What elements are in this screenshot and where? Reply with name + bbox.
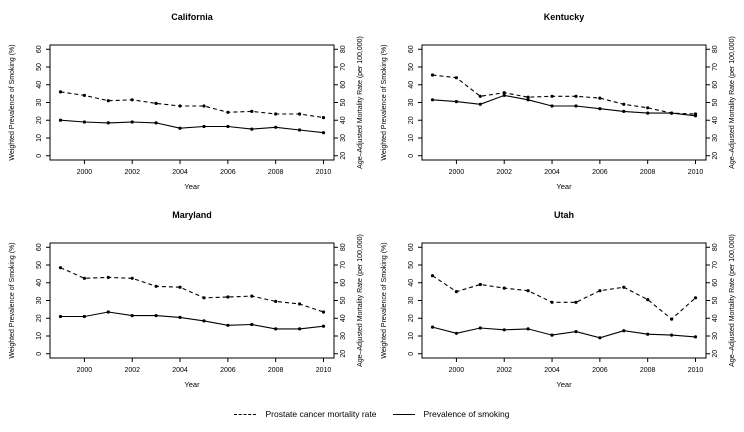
y-tick-label-left: 60: [36, 243, 43, 252]
mortality-line-point: [479, 95, 482, 98]
mortality-line-point: [322, 310, 325, 313]
y-tick-label-left: 10: [36, 332, 43, 340]
smoking-line-point: [298, 128, 301, 131]
y-tick-label-left: 20: [408, 116, 415, 125]
line-chart-utah: [372, 198, 744, 396]
mortality-line-point: [455, 290, 458, 293]
y-tick-label-left: 10: [36, 134, 43, 142]
y-tick-label-right: 50: [340, 296, 347, 305]
y-tick-label-left: 50: [36, 261, 43, 269]
y-tick-label-left: 30: [408, 296, 415, 305]
y-tick-label-right: 50: [712, 296, 719, 305]
panel-maryland: [0, 198, 372, 396]
smoking-line-point: [527, 98, 530, 101]
dashed-line-sample: [234, 414, 256, 415]
mortality-line-point: [202, 104, 205, 107]
y-tick-label-right: 30: [340, 134, 347, 142]
mortality-line-point: [274, 112, 277, 115]
y-axis-label-left: Weighted Prevalence of Smoking (%): [381, 44, 388, 161]
x-tick-label: 2000: [448, 367, 465, 374]
mortality-line: [433, 75, 696, 114]
y-tick-label-left: 0: [36, 351, 43, 356]
mortality-line-point: [83, 277, 86, 280]
y-tick-label-right: 70: [340, 261, 347, 269]
y-tick-label-left: 20: [36, 116, 43, 125]
x-tick-label: 2004: [172, 367, 188, 374]
mortality-line-point: [598, 97, 601, 100]
y-tick-label-right: 40: [340, 116, 347, 125]
y-axis-label-right: Age–Adjusted Mortality Rate (per 100,000): [357, 36, 364, 169]
smoking-line-point: [527, 327, 530, 330]
y-tick-label-left: 30: [36, 98, 43, 107]
mortality-line-point: [646, 106, 649, 109]
smoking-line-point: [250, 128, 253, 131]
panel-california: [0, 0, 372, 198]
mortality-line-point: [622, 286, 625, 289]
smoking-line-point: [503, 94, 506, 97]
y-axis-label-left: Weighted Prevalence of Smoking (%): [381, 242, 388, 359]
smoking-line-point: [622, 110, 625, 113]
mortality-line-point: [322, 116, 325, 119]
line-chart-kentucky: [372, 0, 744, 198]
y-tick-label-left: 20: [408, 314, 415, 323]
x-tick-label: 2000: [76, 169, 93, 176]
smoking-line-point: [479, 326, 482, 329]
x-tick-label: 2004: [544, 169, 560, 176]
panel-title: California: [171, 12, 213, 22]
y-tick-label-left: 40: [408, 278, 415, 287]
plot-box: [422, 243, 706, 358]
smoking-line-point: [455, 332, 458, 335]
y-tick-label-right: 70: [712, 63, 719, 71]
y-tick-label-right: 50: [712, 98, 719, 107]
y-tick-label-right: 40: [712, 314, 719, 323]
panel-utah: [372, 198, 744, 396]
y-tick-label-left: 50: [408, 63, 415, 71]
y-tick-label-right: 60: [712, 278, 719, 287]
legend-label-smoking: Prevalence of smoking: [423, 409, 510, 419]
x-tick-label: 2006: [592, 169, 608, 176]
panel-title: Utah: [554, 210, 574, 220]
y-axis-label-right: Age–Adjusted Mortality Rate (per 100,000): [729, 234, 736, 367]
y-tick-label-right: 30: [340, 332, 347, 340]
smoking-line-point: [694, 114, 697, 117]
mortality-line: [433, 276, 696, 319]
y-tick-label-left: 30: [36, 296, 43, 305]
mortality-line-point: [202, 296, 205, 299]
mortality-line-point: [527, 289, 530, 292]
panel-kentucky: [372, 0, 744, 198]
y-tick-label-left: 0: [408, 153, 415, 158]
mortality-line-point: [455, 76, 458, 79]
smoking-line-point: [131, 314, 134, 317]
smoking-line-point: [598, 107, 601, 110]
y-tick-label-right: 20: [340, 349, 347, 358]
y-tick-label-right: 40: [340, 314, 347, 323]
mortality-line-point: [670, 318, 673, 321]
mortality-line: [61, 268, 324, 312]
mortality-line-point: [622, 103, 625, 106]
smoking-line-point: [646, 112, 649, 115]
x-tick-label: 2004: [544, 367, 560, 374]
x-tick-label: 2008: [639, 169, 656, 176]
smoking-line-point: [431, 326, 434, 329]
mortality-line-point: [59, 90, 62, 93]
smoking-line-point: [107, 310, 110, 313]
y-tick-label-right: 80: [340, 45, 347, 54]
mortality-line-point: [155, 102, 158, 105]
smoking-line-point: [83, 120, 86, 123]
x-tick-label: 2006: [220, 169, 236, 176]
smoking-line-point: [83, 315, 86, 318]
smoking-line-point: [431, 98, 434, 101]
y-tick-label-right: 70: [712, 261, 719, 269]
x-tick-label: 2000: [76, 367, 93, 374]
smoking-line-point: [694, 335, 697, 338]
x-axis-label: Year: [184, 380, 200, 389]
legend-label-mortality: Prostate cancer mortality rate: [265, 409, 377, 419]
smoking-line-point: [670, 112, 673, 115]
panel-title: Kentucky: [543, 12, 585, 22]
y-tick-label-left: 50: [36, 63, 43, 71]
smoking-line: [433, 327, 696, 338]
line-chart-california: [0, 0, 372, 198]
y-tick-label-left: 0: [36, 153, 43, 158]
smoking-line-point: [274, 327, 277, 330]
y-axis-label-right: Age–Adjusted Mortality Rate (per 100,000): [729, 36, 736, 169]
smoking-line-point: [178, 127, 181, 130]
mortality-line-point: [431, 73, 434, 76]
line-chart-maryland: [0, 198, 372, 396]
mortality-line-point: [226, 111, 229, 114]
y-tick-label-left: 10: [408, 134, 415, 142]
plot-box: [50, 243, 334, 358]
x-tick-label: 2010: [315, 169, 332, 176]
y-tick-label-right: 20: [712, 349, 719, 358]
smoking-line-point: [646, 333, 649, 336]
smoking-line-point: [131, 120, 134, 123]
smoking-line-point: [202, 319, 205, 322]
y-tick-label-right: 60: [340, 80, 347, 89]
mortality-line-point: [503, 287, 506, 290]
smoking-line-point: [226, 324, 229, 327]
smoking-line-point: [59, 315, 62, 318]
y-tick-label-right: 50: [340, 98, 347, 107]
y-tick-label-left: 20: [36, 314, 43, 323]
mortality-line-point: [574, 301, 577, 304]
smoking-line-point: [622, 329, 625, 332]
mortality-line-point: [598, 289, 601, 292]
y-tick-label-left: 60: [36, 45, 43, 54]
mortality-line-point: [479, 283, 482, 286]
smoking-line-point: [226, 125, 229, 128]
mortality-line-point: [131, 98, 134, 101]
y-tick-label-right: 80: [340, 243, 347, 252]
smoking-line-point: [598, 336, 601, 339]
y-tick-label-right: 80: [712, 243, 719, 252]
smoking-line-point: [670, 334, 673, 337]
smoking-line: [61, 312, 324, 329]
smoking-line-point: [59, 119, 62, 122]
smoking-line-point: [155, 121, 158, 124]
mortality-line-point: [178, 286, 181, 289]
x-axis-label: Year: [184, 182, 200, 191]
x-tick-label: 2006: [592, 367, 608, 374]
y-tick-label-right: 70: [340, 63, 347, 71]
mortality-line-point: [59, 266, 62, 269]
x-tick-label: 2006: [220, 367, 236, 374]
y-axis-label-left: Weighted Prevalence of Smoking (%): [9, 242, 16, 359]
mortality-line-point: [107, 276, 110, 279]
mortality-line-point: [250, 295, 253, 298]
mortality-line-point: [178, 104, 181, 107]
plot-box: [50, 45, 334, 160]
mortality-line-point: [226, 295, 229, 298]
smoking-line-point: [178, 316, 181, 319]
x-tick-label: 2010: [315, 367, 332, 374]
x-tick-label: 2002: [124, 169, 141, 176]
mortality-line-point: [298, 302, 301, 305]
mortality-line-point: [298, 112, 301, 115]
smoking-line-point: [202, 125, 205, 128]
smoking-line-point: [550, 334, 553, 337]
smoking-line-point: [550, 104, 553, 107]
mortality-line-point: [550, 95, 553, 98]
y-tick-label-right: 40: [712, 116, 719, 125]
smoking-line-point: [479, 103, 482, 106]
x-tick-label: 2002: [124, 367, 141, 374]
x-tick-label: 2002: [496, 169, 513, 176]
mortality-line-point: [83, 94, 86, 97]
mortality-line-point: [250, 110, 253, 113]
y-tick-label-left: 60: [408, 243, 415, 252]
smoking-line-point: [574, 330, 577, 333]
x-tick-label: 2002: [496, 367, 513, 374]
mortality-line-point: [107, 99, 110, 102]
mortality-line-point: [131, 277, 134, 280]
y-tick-label-left: 10: [408, 332, 415, 340]
x-tick-label: 2010: [687, 169, 704, 176]
mortality-line-point: [646, 298, 649, 301]
smoking-line-point: [155, 314, 158, 317]
x-axis-label: Year: [556, 182, 572, 191]
x-tick-label: 2004: [172, 169, 188, 176]
y-tick-label-left: 50: [408, 261, 415, 269]
mortality-line-point: [155, 285, 158, 288]
mortality-line: [61, 92, 324, 118]
y-tick-label-right: 60: [340, 278, 347, 287]
y-tick-label-left: 40: [408, 80, 415, 89]
smoking-line-point: [322, 325, 325, 328]
y-tick-label-right: 20: [340, 151, 347, 160]
x-tick-label: 2010: [687, 367, 704, 374]
smoking-line-point: [107, 121, 110, 124]
x-tick-label: 2008: [267, 367, 284, 374]
y-axis-label-left: Weighted Prevalence of Smoking (%): [9, 44, 16, 161]
smoking-line-point: [298, 327, 301, 330]
smoking-line-point: [322, 131, 325, 134]
mortality-line-point: [550, 301, 553, 304]
smoking-line-point: [250, 323, 253, 326]
x-tick-label: 2000: [448, 169, 465, 176]
y-tick-label-left: 60: [408, 45, 415, 54]
y-tick-label-right: 30: [712, 134, 719, 142]
y-tick-label-right: 20: [712, 151, 719, 160]
y-tick-label-left: 30: [408, 98, 415, 107]
y-tick-label-left: 0: [408, 351, 415, 356]
x-axis-label: Year: [556, 380, 572, 389]
y-tick-label-right: 80: [712, 45, 719, 54]
mortality-line-point: [274, 300, 277, 303]
smoking-line: [61, 120, 324, 133]
x-tick-label: 2008: [639, 367, 656, 374]
smoking-line-point: [274, 126, 277, 129]
y-tick-label-right: 60: [712, 80, 719, 89]
chart-legend: [0, 396, 744, 432]
smoking-line-point: [503, 328, 506, 331]
y-tick-label-left: 40: [36, 278, 43, 287]
smoking-line-point: [455, 100, 458, 103]
y-axis-label-right: Age–Adjusted Mortality Rate (per 100,000): [357, 234, 364, 367]
y-tick-label-left: 40: [36, 80, 43, 89]
x-tick-label: 2008: [267, 169, 284, 176]
smoking-line-point: [574, 104, 577, 107]
panel-title: Maryland: [172, 210, 212, 220]
mortality-line-point: [431, 274, 434, 277]
solid-line-sample: [393, 414, 415, 415]
y-tick-label-right: 30: [712, 332, 719, 340]
mortality-line-point: [574, 95, 577, 98]
smoking-line: [433, 95, 696, 115]
mortality-line-point: [694, 296, 697, 299]
